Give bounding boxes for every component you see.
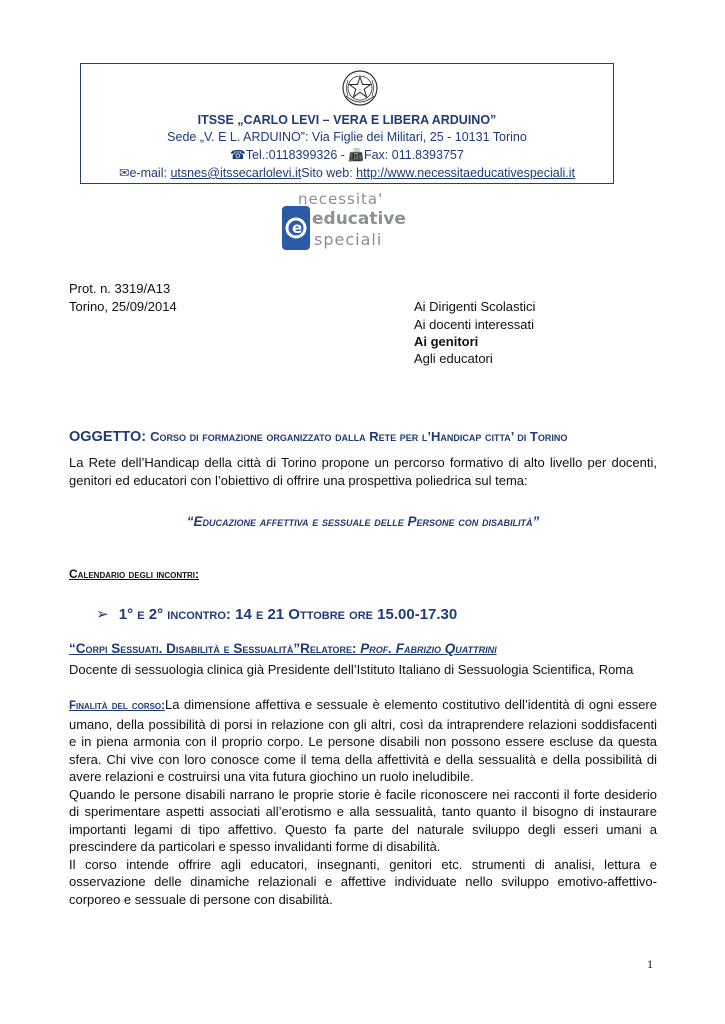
email-label: e-mail:: [129, 166, 167, 180]
logo-word-educative: educative: [312, 209, 406, 229]
phone-number: Tel.:0118399326 -: [245, 148, 345, 162]
recipient-item: Ai docenti interessati: [414, 317, 534, 332]
contact-email-web: [80, 165, 614, 181]
school-name: ITSSE „CARLO LEVI – VERA E LIBERA ARDUINO”: [197, 113, 497, 127]
page-number: 1: [647, 957, 653, 971]
calendar-heading: Calendario degli incontri:: [69, 567, 199, 581]
purpose-paragraph: [69, 696, 657, 908]
speaker-description: Docente di sessuologia clinica già Presidente dell’Istituto Italiano di Sessuologia Scientifica, Roma: [69, 662, 634, 677]
school-address: Sede „V. E L. ARDUINO”: Via Figlie dei Militari, 25 - 10131 Torino: [167, 130, 527, 144]
phone-icon: ☎: [230, 148, 246, 162]
fax-icon: 📠: [348, 148, 364, 162]
fax-number: Fax: 011.8393757: [363, 148, 464, 162]
letter-date: Torino, 25/09/2014: [69, 299, 177, 314]
talk-title-line: [69, 640, 497, 658]
recipient-item: Agli educatori: [414, 351, 493, 366]
arrow-bullet-icon: ➢: [96, 606, 109, 623]
intro-paragraph: La Rete dell’Handicap della città di Torino propone un percorso formativo di alto livello per docenti, genitori ed educatori con l’obiettivo di offrire una prospettiva poliedrica sul tema:: [69, 455, 657, 488]
course-theme: “Educazione affettiva e sessuale delle Persone con disabilità”: [186, 514, 540, 529]
purpose-text-2: Quando le persone disabili narrano le proprie storie è facile riconoscere nei racconti il forte desiderio di sperimentare aspetti associati all’erotismo e alla sessualità, tanto quanto il bisogno di instaurare importanti legami di tipo affettivo. Questo fa parte del naturale sviluppo degli esseri umani a prescindere da particolari e spesso invalidanti forme di disabilità.: [69, 786, 657, 854]
meeting-line: [96, 606, 457, 624]
website-link[interactable]: http://www.necessitaeducativespeciali.it: [356, 166, 576, 180]
site-label: Sito web:: [301, 166, 353, 180]
envelope-icon: ✉: [118, 166, 130, 180]
italian-republic-emblem-icon: [340, 68, 380, 108]
subject-text: Corso di formazione organizzato dalla Rete per l’Handicap citta’ di Torino: [150, 429, 568, 444]
subject-label: OGGETTO:: [69, 429, 147, 445]
necessita-educative-speciali-logo: [282, 190, 412, 252]
talk-title: “Corpi Sessuati. Disabilità e Sessualità”: [69, 641, 301, 656]
subject-line: [69, 428, 567, 447]
protocol-number: Prot. n. 3319/A13: [69, 281, 171, 296]
purpose-label: Finalità del corso:: [69, 700, 165, 712]
speaker-label: Relatore:: [300, 641, 361, 656]
speaker-name: Prof. Fabrizio Quattrini: [360, 641, 497, 656]
logo-word-necessita: necessita': [298, 190, 384, 208]
logo-word-speciali: speciali: [314, 230, 383, 249]
recipient-item: Ai Dirigenti Scolastici: [414, 299, 536, 314]
purpose-text-3: Il corso intende offrire agli educatori, insegnanti, genitori etc. strumenti di analisi, lettura e osservazione delle dinamiche relazionali e affettive individuate nello sviluppo emotivo-affettivo-corporeo e sessuale di persone con disabilità.: [69, 856, 657, 907]
logo-letter-e: e: [292, 219, 303, 237]
purpose-text-1: La dimensione affettiva e sessuale è elemento costitutivo dell’identità di ogni essere umano, della possibilità di porsi in relazione con gli altri, così da intraprendere relazioni soddisfacenti e in piena armonia con il proprio corpo. Le persone disabili non possono essere escluse da questa sfera. Chi vive con loro conosce come il tema della affettività e della sessualità e della possibilità di avere relazioni e costruirsi una vita futura giochino un ruolo ineludibile.: [69, 697, 657, 784]
contact-phone-fax: [80, 147, 614, 163]
email-link[interactable]: utsnes@itssecarlolevi.it: [170, 166, 302, 180]
recipient-item: Ai genitori: [414, 334, 479, 349]
meeting-title: 1° e 2° incontro: 14 e 21 Ottobre ore 15.00-17.30: [118, 606, 458, 623]
